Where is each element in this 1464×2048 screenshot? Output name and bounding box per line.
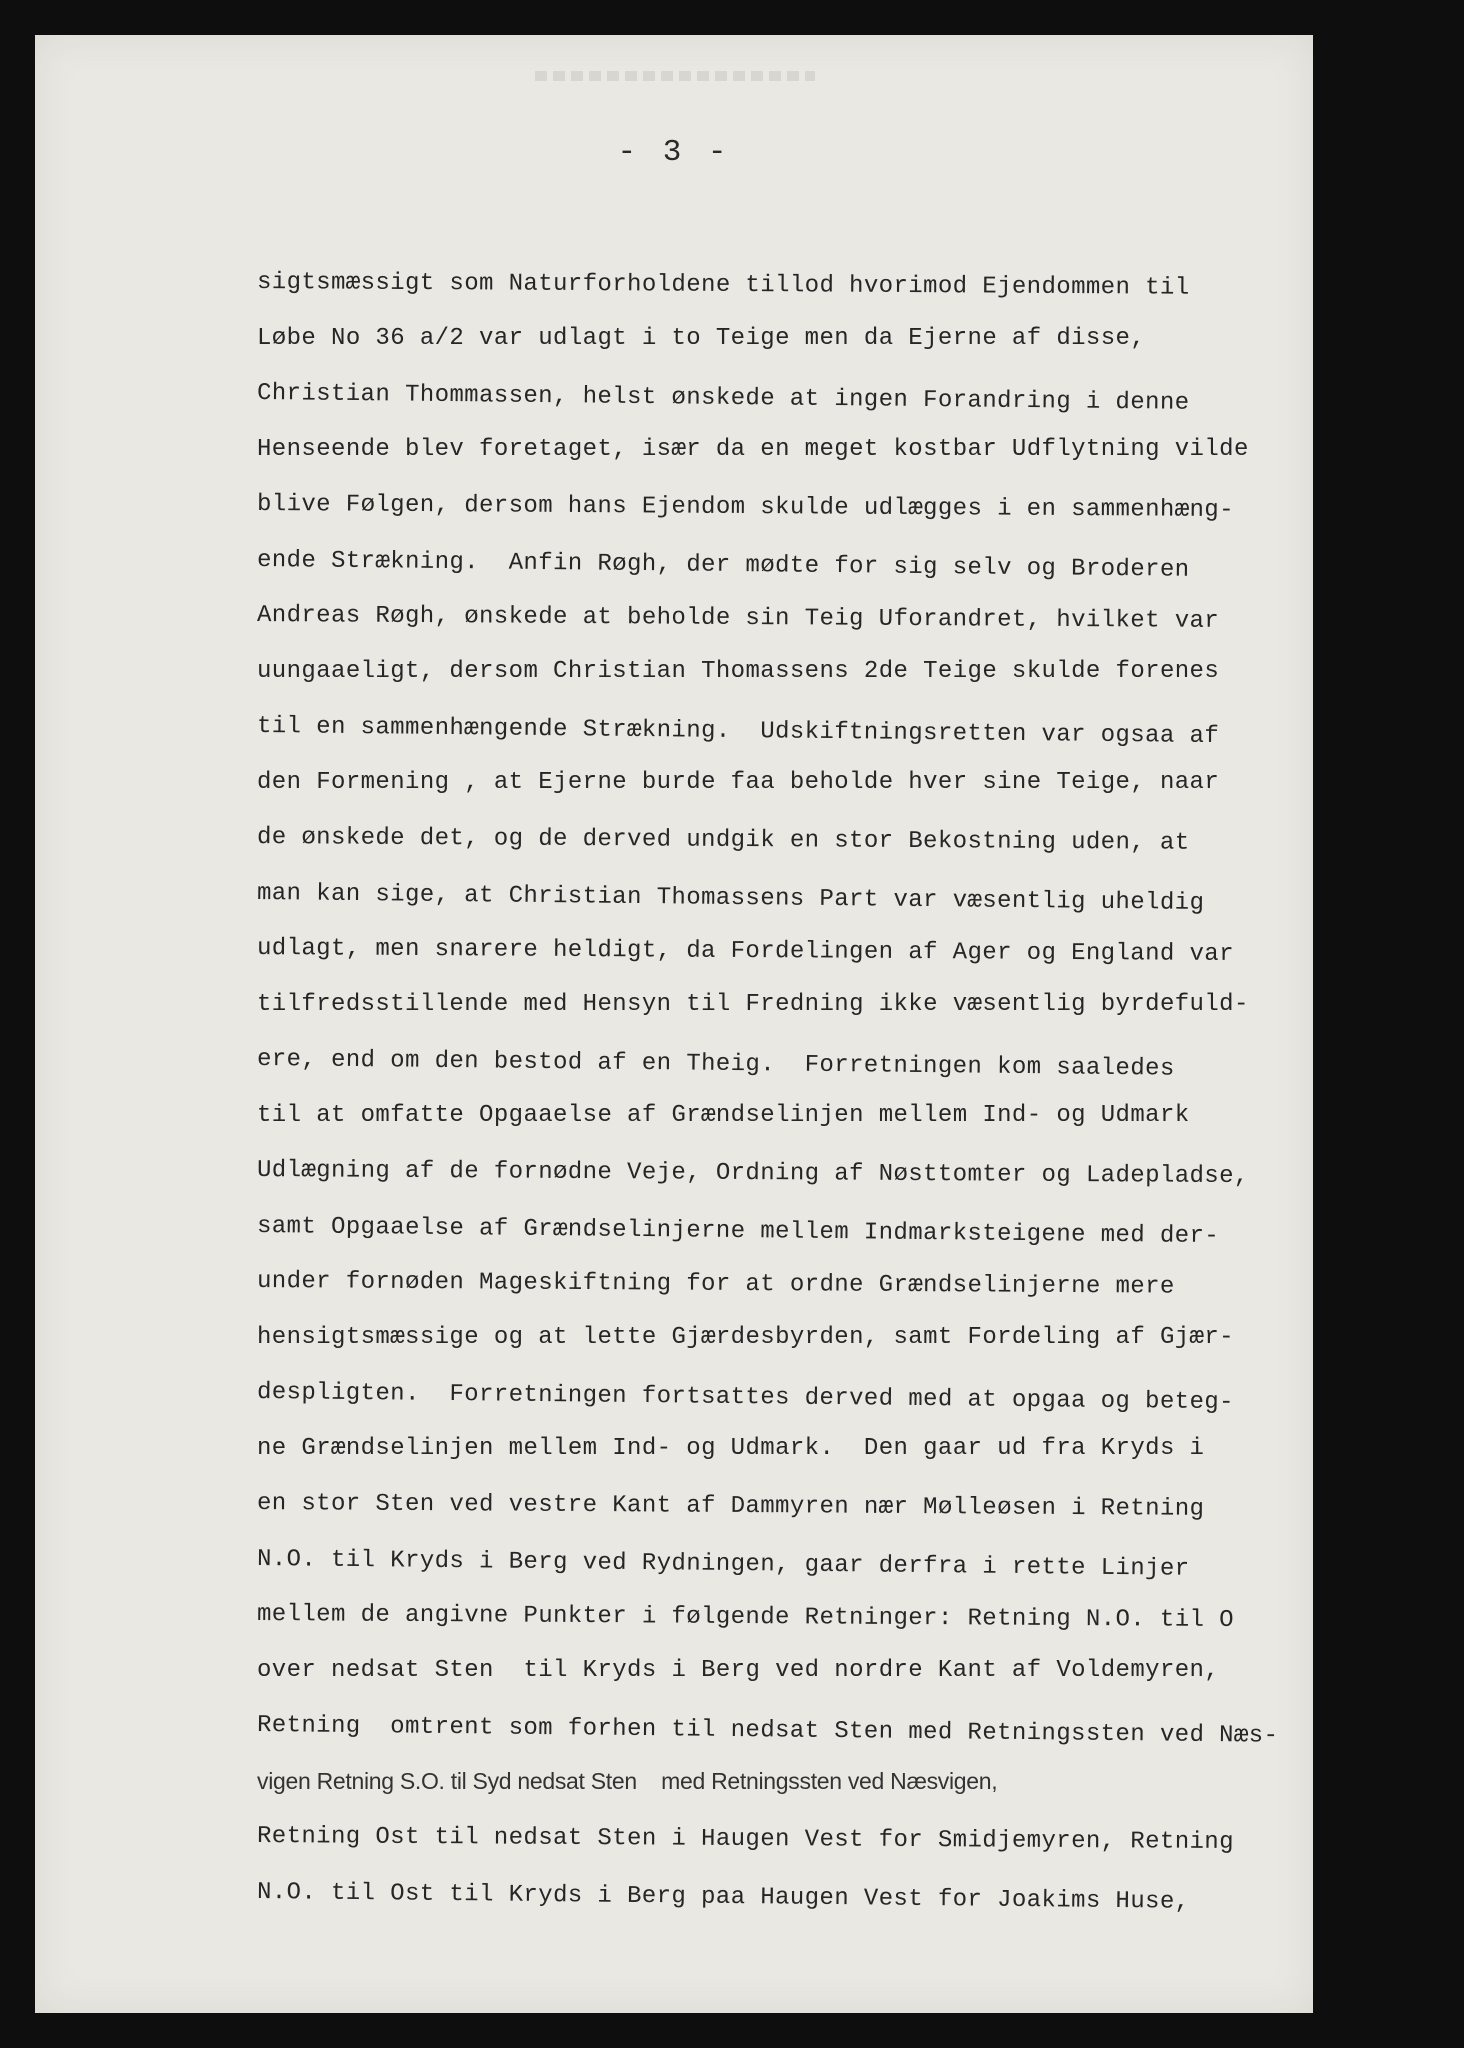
text-line: Retning Ost til nedsat Sten i Haugen Vest for Smidjemyren, Retning [256,1823,1235,1856]
text-line: Udlægning af de fornødne Veje, Ordning af Nøsttomter og Ladepladse, [256,1157,1249,1191]
text-line: til en sammenhængende Strækning. Udskiftningsretten var ogsaa af [256,713,1220,751]
text-line: under fornøden Mageskiftning for at ordne Grændselinjerne mere [256,1268,1175,1301]
bleed-through-mark [535,71,815,81]
text-line: tilfredsstillende med Hensyn til Fredning ikke væsentlig byrdefuld- [257,990,1249,1018]
text-line: over nedsat Sten til Kryds i Berg ved nordre Kant af Voldemyren, [257,1656,1220,1684]
text-line: Henseende blev foretaget, især da en meget kostbar Udflytning vilde [257,435,1249,463]
text-line: Christian Thommassen, helst ønskede at ingen Forandring i denne [256,380,1190,417]
text-line: den Formening , at Ejerne burde faa beholde hver sine Teige, naar [257,768,1220,796]
page-number: - 3 - [617,135,731,170]
text-line: uungaaeligt, dersom Christian Thomassens 2de Teige skulde forenes [257,657,1220,685]
typewritten-body [257,255,1277,1920]
text-line: ende Strækning. Anfin Røgh, der mødte for sig selv og Broderen [256,546,1190,584]
text-line: udlagt, men snarere heldigt, da Fordelingen af Ager og England var [256,935,1235,968]
text-line: hensigtsmæssige og at lette Gjærdesbyrden, samt Fordeling af Gjær- [257,1323,1234,1351]
text-line: Løbe No 36 a/2 var udlagt i to Teige men da Ejerne af disse, [257,324,1146,352]
text-line: samt Opgaaelse af Grændselinjerne mellem Indmarksteigene med der- [256,1212,1220,1250]
text-line: man kan sige, at Christian Thomassens Part var væsentlig uheldig [256,879,1205,917]
text-line: ne Grændselinjen mellem Ind- og Udmark. Den gaar ud fra Kryds i [257,1434,1205,1462]
text-line: N.O. til Kryds i Berg ved Rydningen, gaar derfra i rette Linjer [256,1545,1190,1583]
text-line: N.O. til Ost til Kryds i Berg paa Haugen Vest for Joakims Huse, [256,1878,1190,1916]
text-line: Andreas Røgh, ønskede at beholde sin Teig Uforandret, hvilket var [256,602,1220,635]
text-line: til at omfatte Opgaaelse af Grændselinjen mellem Ind- og Udmark [257,1101,1190,1129]
text-line: sigtsmæssigt som Naturforholdene tillod hvorimod Ejendommen til [256,269,1190,302]
text-line: blive Følgen, dersom hans Ejendom skulde udlægges i en sammenhæng- [256,491,1235,524]
text-line: de ønskede det, og de derved undgik en stor Bekostning uden, at [256,824,1190,857]
document-page [35,35,1313,2013]
text-line: ere, end om den bestod af en Theig. Forretningen kom saaledes [256,1046,1175,1083]
text-line: Retning omtrent som forhen til nedsat Sten med Retningssten ved Næs- [256,1712,1279,1750]
text-line: en stor Sten ved vestre Kant af Dammyren nær Mølleøsen i Retning [256,1490,1205,1523]
text-line: mellem de angivne Punkter i følgende Retninger: Retning N.O. til O [256,1601,1235,1634]
text-line-handwritten: vigen Retning S.O. til Syd nedsat Sten med Retningssten ved Næsvigen, [257,1767,998,1794]
text-line: despligten. Forretningen fortsattes derved med at opgaa og beteg- [256,1379,1235,1417]
